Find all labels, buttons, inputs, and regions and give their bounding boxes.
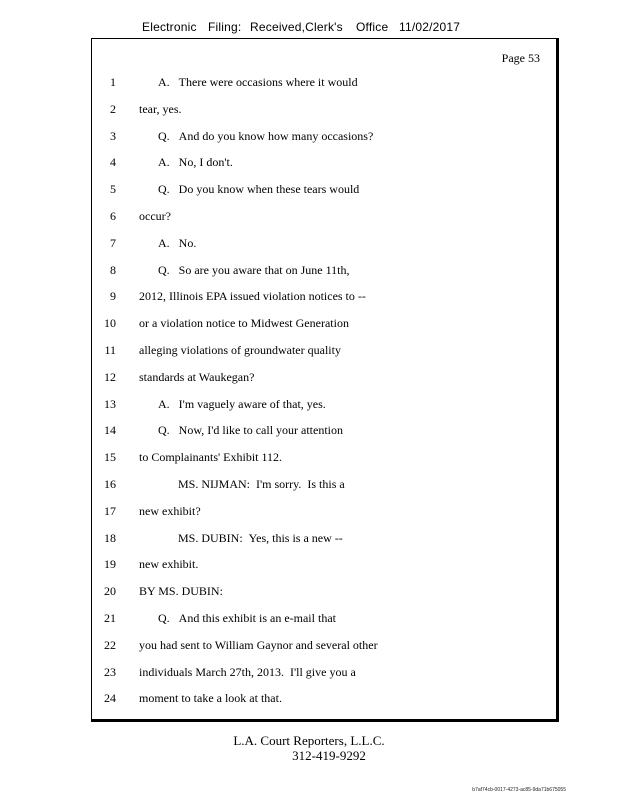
- line-number: 3: [110, 128, 116, 143]
- line-number: 24: [104, 691, 116, 706]
- filing-stamp-word: Office: [356, 20, 389, 34]
- line-number: 7: [110, 235, 116, 250]
- transcript-line: [92, 257, 556, 284]
- line-text: A. There were occasions where it would: [158, 75, 358, 89]
- line-number: 10: [104, 316, 116, 331]
- line-number: 13: [104, 396, 116, 411]
- transcript-line: [92, 659, 556, 686]
- transcript-line: [92, 685, 556, 712]
- line-text: A. No.: [158, 235, 197, 250]
- line-number: 20: [104, 584, 116, 599]
- line-number: 11: [104, 342, 116, 357]
- transcript-line: [92, 69, 556, 96]
- transcript-line: [92, 391, 556, 418]
- line-number: 16: [104, 476, 116, 491]
- transcript-line: [92, 337, 556, 364]
- transcript-line: [92, 417, 556, 444]
- transcript-line: [92, 632, 556, 659]
- transcript-line: [92, 230, 556, 257]
- transcript-line: [92, 310, 556, 337]
- line-text: BY MS. DUBIN:: [139, 584, 223, 599]
- line-text: individuals March 27th, 2013. I'll give you a: [139, 664, 356, 679]
- line-number: 5: [110, 182, 116, 197]
- line-number: 17: [104, 503, 116, 518]
- line-number: 12: [104, 369, 116, 384]
- reporter-footer: [0, 733, 618, 763]
- line-text: standards at Waukegan?: [139, 369, 255, 384]
- line-text: new exhibit?: [139, 503, 201, 518]
- transcript-page: [91, 38, 559, 722]
- filing-stamp-word: Received,Clerk's: [250, 20, 343, 34]
- transcript-line: [92, 578, 556, 605]
- line-number: 23: [104, 664, 116, 679]
- filing-stamp-word: Electronic: [142, 20, 197, 34]
- line-number: 2: [110, 101, 116, 116]
- line-text: tear, yes.: [139, 101, 182, 116]
- line-number: 4: [110, 155, 116, 170]
- transcript-line: [92, 444, 556, 471]
- line-text: occur?: [139, 208, 171, 223]
- line-text: MS. NIJMAN: I'm sorry. Is this a: [178, 476, 345, 491]
- line-text: Q. Now, I'd like to call your attention: [158, 423, 344, 438]
- line-text: or a violation notice to Midwest Generation: [139, 316, 349, 331]
- line-text: new exhibit.: [139, 557, 199, 572]
- transcript-line: [92, 551, 556, 578]
- line-text: 2012, Illinois EPA issued violation notices to --: [139, 289, 366, 304]
- line-number: 15: [104, 450, 116, 465]
- transcript-line: [92, 123, 556, 150]
- transcript-line: [92, 203, 556, 230]
- line-number: 18: [104, 530, 116, 545]
- filing-stamp-date: 11/02/2017: [399, 20, 461, 34]
- transcript-lines: [92, 69, 556, 712]
- document-id: b7af74cb-0017-4273-ac85-9da71b675055: [472, 787, 566, 793]
- line-text: Q. Do you know when these tears would: [158, 182, 360, 197]
- transcript-line: [92, 364, 556, 391]
- line-text: MS. DUBIN: Yes, this is a new --: [178, 530, 343, 545]
- line-number: 1: [110, 75, 116, 89]
- filing-stamp-word: Filing:: [208, 20, 242, 34]
- line-number: 9: [110, 289, 116, 304]
- page-number: Page 53: [501, 51, 540, 65]
- transcript-line: [92, 176, 556, 203]
- line-text: A. No, I don't.: [158, 155, 233, 170]
- reporter-company: L.A. Court Reporters, L.L.C.: [233, 733, 385, 748]
- transcript-line: [92, 283, 556, 310]
- transcript-line: [92, 605, 556, 632]
- transcript-line: [92, 149, 556, 176]
- transcript-line: [92, 471, 556, 498]
- line-number: 22: [104, 637, 116, 652]
- line-number: 21: [104, 610, 116, 625]
- line-number: 6: [110, 208, 116, 223]
- line-text: Q. And this exhibit is an e-mail that: [158, 610, 336, 625]
- line-number: 8: [110, 262, 116, 277]
- transcript-line: [92, 525, 556, 552]
- line-number: 14: [104, 423, 116, 438]
- line-text: you had sent to William Gaynor and several other: [139, 637, 378, 652]
- transcript-line: [92, 498, 556, 525]
- line-text: Q. And do you know how many occasions?: [158, 128, 374, 143]
- line-text: alleging violations of groundwater quality: [139, 342, 341, 357]
- line-text: Q. So are you aware that on June 11th,: [158, 262, 350, 277]
- reporter-phone: 312-419-9292: [292, 748, 366, 763]
- transcript-line: [92, 96, 556, 123]
- line-text: to Complainants' Exhibit 112.: [139, 450, 283, 465]
- filing-stamp-header: [142, 20, 482, 38]
- line-number: 19: [104, 557, 116, 572]
- line-text: A. I'm vaguely aware of that, yes.: [158, 396, 326, 411]
- line-text: moment to take a look at that.: [139, 691, 282, 706]
